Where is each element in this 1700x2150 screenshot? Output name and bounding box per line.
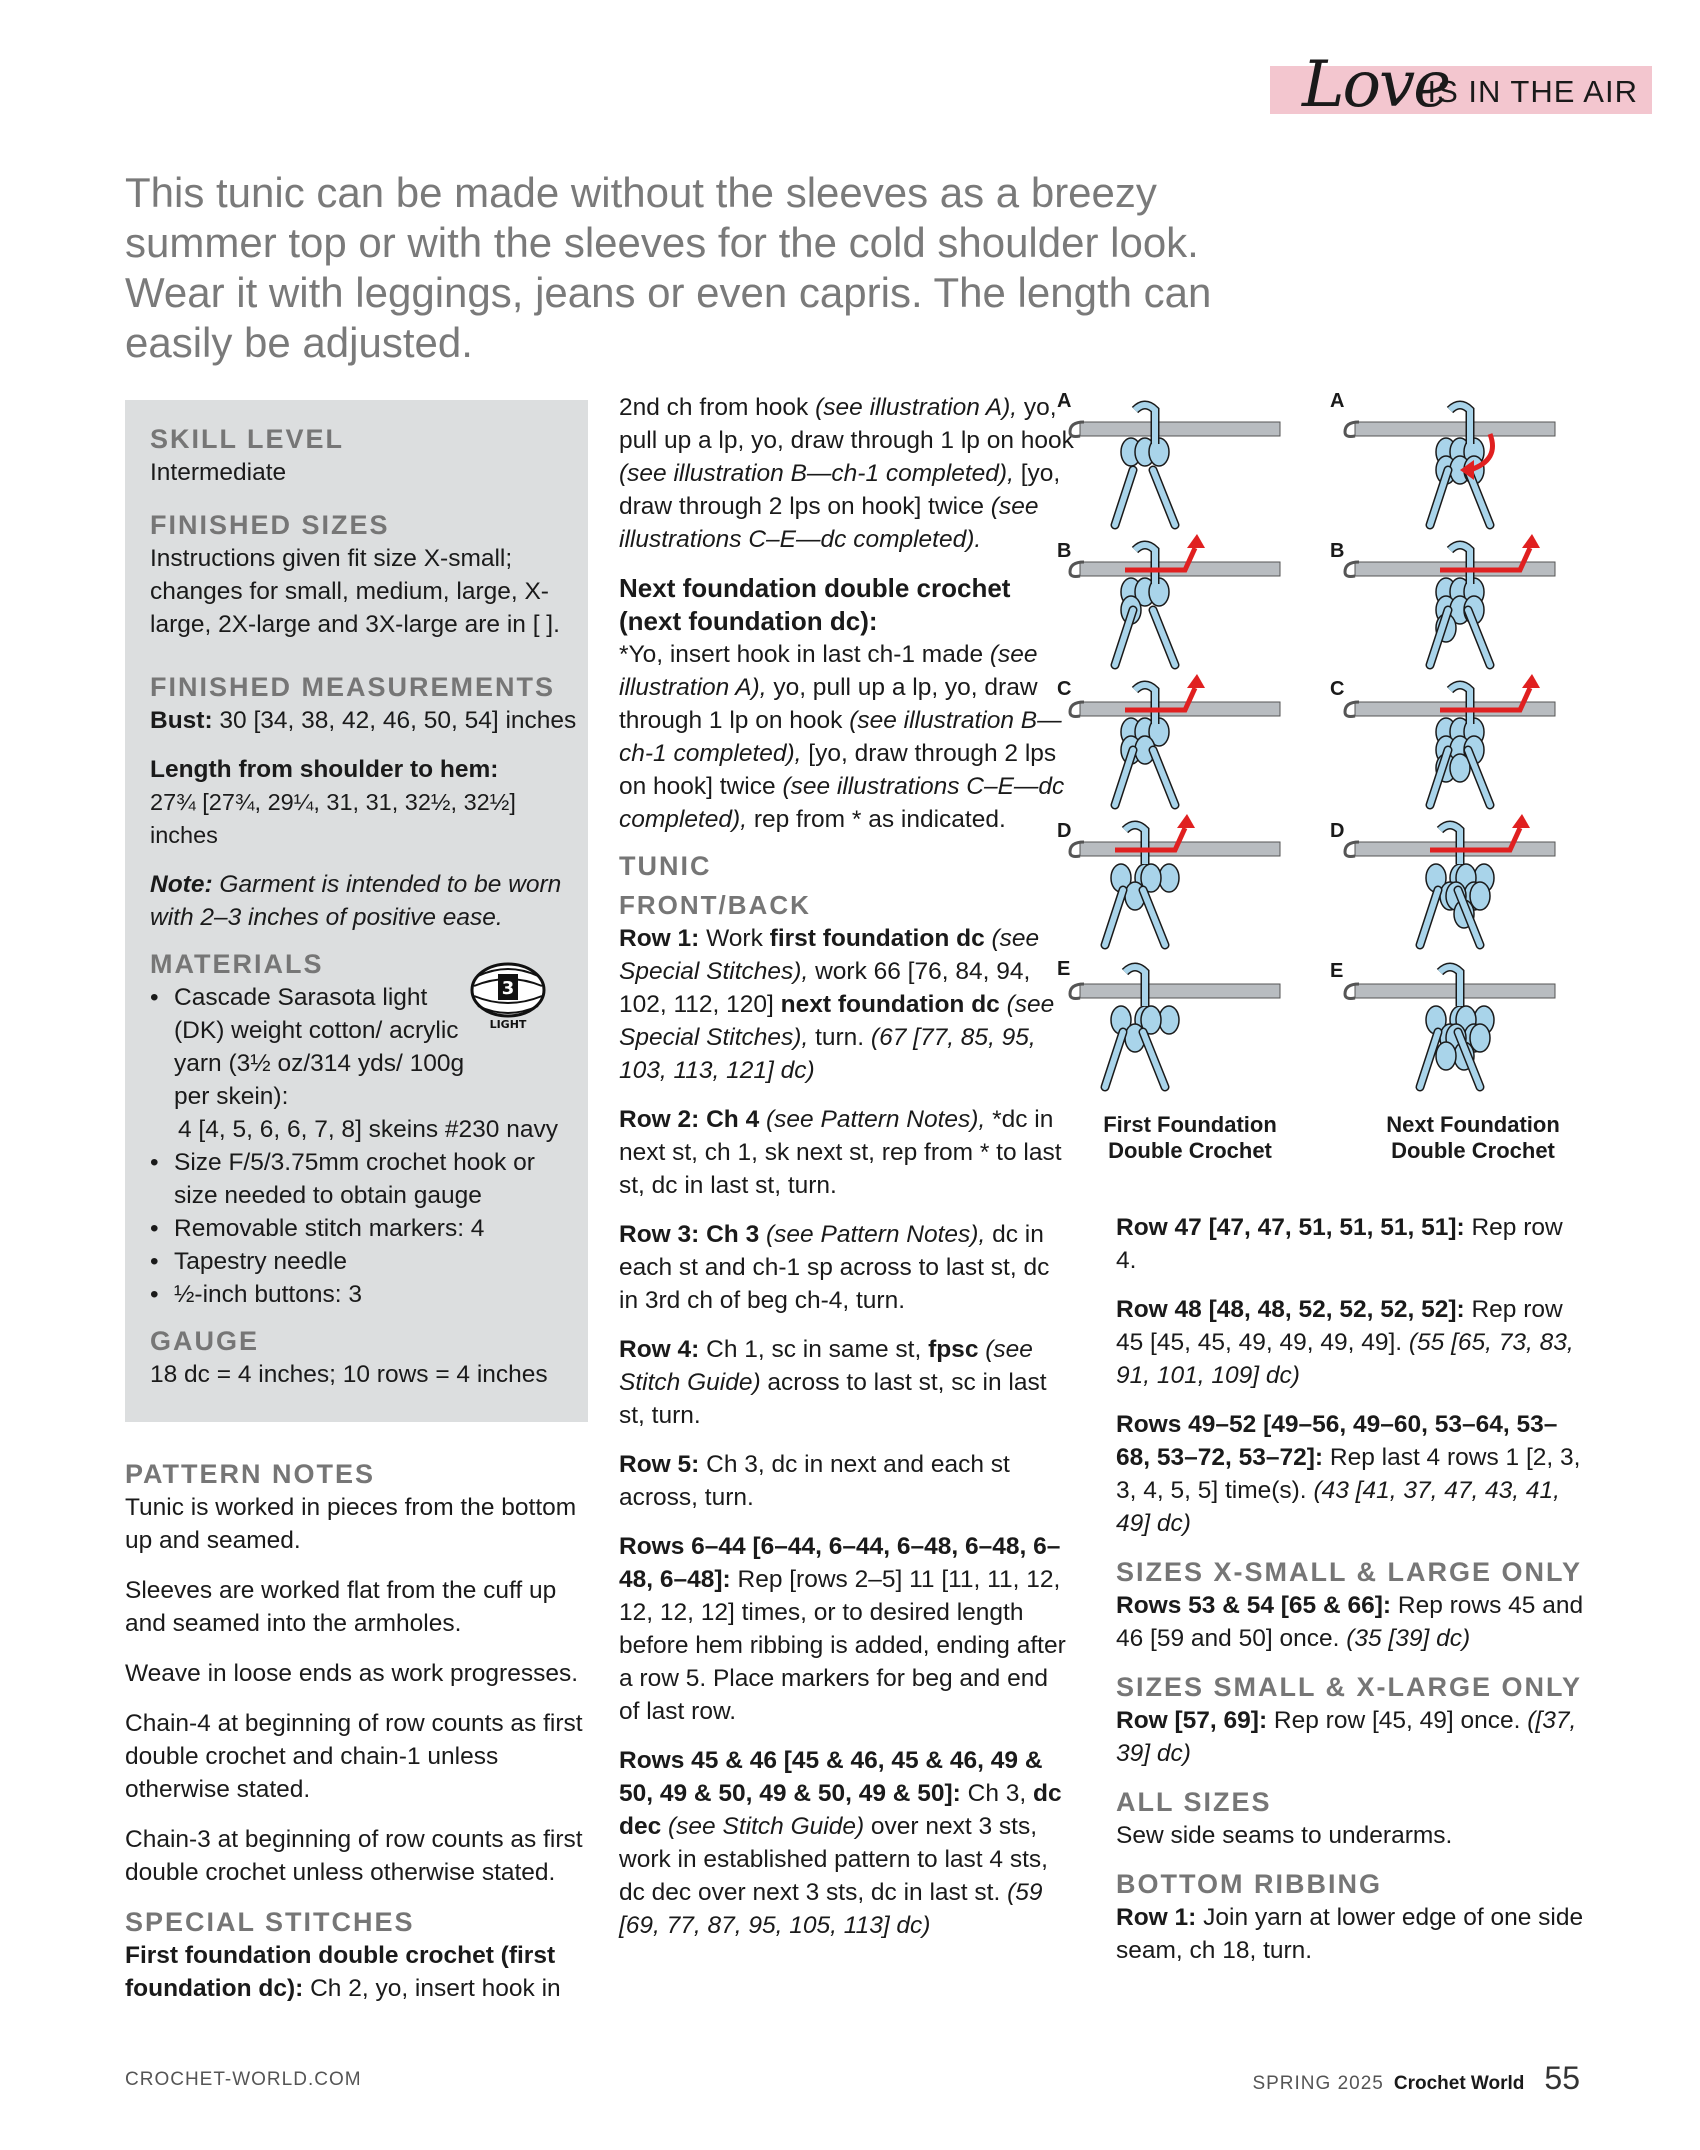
special-stitch-text: First foundation double crochet (first foundation dc): Ch 2, yo, insert hook in [125,1942,561,2002]
note-item: Sleeves are worked flat from the cuff up and seamed into the armholes. [125,1577,557,1637]
instructions-middle [619,391,1074,1942]
illustration-next-e [1345,967,1555,1087]
bottom-ribbing-heading: BOTTOM RIBBING [1116,1869,1382,1899]
arrow-head [1522,534,1540,548]
footer-magazine: Crochet World [1393,2073,1525,2094]
illustration-first-d [1070,814,1280,945]
finished-sizes-text: Instructions given fit size X-small; changes for small, medium, large, X-large, 2X-large and 3X-large are in [ ]. [150,545,560,638]
front-back-heading: FRONT/BACK [619,890,811,920]
special-stitches-heading: SPECIAL STITCHES [125,1907,415,1937]
hook-shaft [1080,422,1280,436]
arrow-head [1522,674,1540,688]
row-2: Row 2: Ch 4 (see Pattern Notes), *dc in next st, ch 1, sk next st, rep from * to last st, dc in last st, turn. [619,1106,1062,1199]
arrow-head [1512,814,1530,828]
yarn-loop [1159,864,1179,892]
instructions-right [1116,1211,1586,1967]
note-label: Note: [150,871,213,898]
yarn-weight-number: 3 [501,978,515,999]
list-item: • Removable stitch markers: 4 [150,1212,580,1245]
badge-text: IS IN THE AIR [1427,74,1638,109]
note-line [150,868,570,934]
pattern-notes [125,1458,595,2005]
all-sizes-text: Sew side seams to underarms. [1116,1822,1453,1849]
illustration-label-a: A [1057,390,1072,412]
illustration-drawings [1040,380,1600,1100]
bust-line [150,704,580,737]
row-1: Row 1: Work first foundation dc (see Special Stitches), work 66 [76, 84, 94, 102, 112, 120] next foundation dc (see Special Stitches), turn. (67 [77, 85, 95, 103, 113, 121] dc) [619,925,1055,1084]
next-foundation-label: Next foundation double crochet (next foundation dc): [619,573,1011,636]
yarn-loop [1436,1042,1456,1070]
length-value: 27¾ [27¾, 29¼, 31, 31, 32½, 32½] inches [150,789,516,848]
yarn-tail [1153,750,1175,805]
footer-season: SPRING 2025 [1252,2073,1384,2094]
sizes-xs-large-heading: SIZES X-SMALL & LARGE ONLY [1116,1557,1583,1587]
next-foundation-text: *Yo, insert hook in last ch-1 made (see illustration A), yo, pull up a lp, yo, draw through 1 lp on hook (see illustration B—ch-1 completed), [yo, draw through 2 lps on hook] twice (see illustrations C–E—dc completed), rep from * as indicated. [619,641,1065,833]
materials-heading: MATERIALS [150,949,324,979]
yarn-weight-icon [468,962,548,1032]
illustration-first-a [1070,405,1280,525]
section-badge [1270,48,1652,122]
intro-paragraph: This tunic can be made without the sleeves as a breezy summer top or with the sleeves for the cold shoulder look. Wear it with leggings, jeans or even capris. The length can easily be adjusted. [125,169,1212,366]
badge-love-script: Love [1302,48,1450,122]
arrow-head [1187,534,1205,548]
row-48: Row 48 [48, 48, 52, 52, 52, 52]: Rep row 45 [45, 45, 49, 49, 49, 49]. (55 [65, 73, 83, 91, 101, 109] dc) [1116,1296,1574,1389]
illustration-next-c [1345,674,1555,805]
row-57-69: Row [57, 69]: Rep row [45, 49] once. ([37, 39] dc) [1116,1707,1577,1767]
illustration-label-d: D [1057,820,1072,842]
note-item: Chain-3 at beginning of row counts as first double crochet unless otherwise stated. [125,1826,583,1886]
yarn-tail [1153,610,1175,665]
rows-45-46: Rows 45 & 46 [45 & 46, 45 & 46, 49 & 50, 49 & 50, 49 & 50, 49 & 50]: Ch 3, dc dec (see Stitch Guide) over next 3 sts, work in established pattern to last 4 sts, dc dec over next 3 sts, dc in last st. (59 [69, 77, 87, 95, 105, 113] dc) [619,1747,1062,1939]
illustration-label-e: E [1330,960,1344,982]
info-box-content [150,423,580,1391]
yarn-tail [1115,470,1133,525]
skill-level-value: Intermediate [150,459,287,486]
finished-measurements-heading: FINISHED MEASUREMENTS [150,672,556,702]
note-item: Weave in loose ends as work progresses. [125,1660,579,1687]
yarn-loop [1470,882,1490,910]
yarn-tail [1105,1032,1123,1087]
note-text: Garment is intended to be worn with 2–3 inches of positive ease. [150,871,562,931]
row-5: Row 5: Ch 3, dc in next and each st across, turn. [619,1451,1010,1511]
rows-49-52: Rows 49–52 [49–56, 49–60, 53–64, 53–68, 53–72, 53–72]: Rep last 4 rows 1 [2, 3, 3, 4, 5, 5] time(s). (43 [41, 37, 47, 43, 41, 49] dc) [1116,1411,1581,1537]
yarn-tail [1420,1032,1438,1087]
rows-53-54: Rows 53 & 54 [65 & 66]: Rep rows 45 and 46 [59 and 50] once. (35 [39] dc) [1116,1592,1584,1652]
illustration-label-c: C [1330,678,1345,700]
yarn-tail [1105,890,1123,945]
yarn-tail [1420,890,1438,945]
yarn-loop [1470,1024,1490,1052]
ribbing-row-1: Row 1: Join yarn at lower edge of one side seam, ch 18, turn. [1116,1904,1584,1964]
right-caption: Next Foundation Double Crochet [1386,1112,1560,1163]
hook-shaft [1080,984,1280,998]
gauge-text: 18 dc = 4 inches; 10 rows = 4 inches [150,1361,548,1388]
illustration-next-d [1345,814,1555,945]
illustration-label-b: B [1057,540,1072,562]
illustration-first-b [1070,534,1280,665]
bust-label: Bust: [150,707,213,734]
row-3: Row 3: Ch 3 (see Pattern Notes), dc in each st and ch-1 sp across to last st, dc in 3rd ch of beg ch-4, turn. [619,1221,1050,1314]
bust-value: 30 [34, 38, 42, 46, 50, 54] inches [212,707,577,734]
illustration-label-e: E [1057,958,1071,980]
illustration-first-e [1070,967,1280,1087]
arrow-head [1187,674,1205,688]
left-caption: First Foundation Double Crochet [1103,1112,1277,1163]
illustration-label-d: D [1330,820,1345,842]
gauge-heading: GAUGE [150,1326,260,1356]
foundation-dc-illustration [1040,380,1600,1170]
page-number: 55 [1544,2060,1580,2096]
all-sizes-heading: ALL SIZES [1116,1787,1272,1817]
illustration-label-a: A [1330,390,1345,412]
arrow-head [1177,814,1195,828]
yarn-weight-label: LIGHT [489,1018,527,1031]
hook-shaft [1355,984,1555,998]
note-item: Tunic is worked in pieces from the bottom up and seamed. [125,1494,577,1554]
length-label: Length from shoulder to hem: [150,756,499,783]
finished-sizes-heading: FINISHED SIZES [150,510,390,540]
tunic-heading: TUNIC [619,851,712,881]
list-item: • ½-inch buttons: 3 [150,1278,580,1311]
first-foundation-continued: 2nd ch from hook (see illustration A), yo, pull up a lp, yo, draw through 1 lp on hook (see illustration B—ch-1 completed), [yo, draw through 2 lps on hook] twice (see illustrations C–E—dc completed). [619,394,1074,553]
list-item: • Size F/5/3.75mm crochet hook or size needed to obtain gauge [150,1146,580,1212]
row-47: Row 47 [47, 47, 51, 51, 51, 51]: Rep row 4. [1116,1214,1563,1274]
footer-website: CROCHET-WORLD.COM [125,2069,362,2090]
sizes-small-xl-heading: SIZES SMALL & X-LARGE ONLY [1116,1672,1583,1702]
yarn-tail [1153,470,1175,525]
yarn-tail [1143,1032,1165,1087]
illustration-label-c: C [1057,678,1072,700]
row-4: Row 4: Ch 1, sc in same st, fpsc (see Stitch Guide) across to last st, sc in last st, turn. [619,1336,1047,1429]
illustration-next-a [1345,405,1555,525]
list-item: • Cascade Sarasota light (DK) weight cotton/ acrylic yarn (3½ oz/314 yds/ 100g per skein): 4 [4, 5, 6, 6, 7, 8] skeins #230 navy [150,981,474,1146]
illustration-first-c [1070,674,1280,805]
illustration-next-b [1345,534,1555,665]
footer-issue [1252,2060,1580,2097]
yarn-tail [1143,890,1165,945]
hook-shaft [1355,422,1555,436]
skeins-line: 4 [4, 5, 6, 6, 7, 8] skeins #230 navy [178,1116,558,1143]
illustration-label-b: B [1330,540,1345,562]
pattern-notes-heading: PATTERN NOTES [125,1459,376,1489]
yarn-loop [1159,1006,1179,1034]
note-item: Chain-4 at beginning of row counts as first double crochet and chain-1 unless otherwise stated. [125,1710,583,1803]
rows-6-44: Rows 6–44 [6–44, 6–44, 6–48, 6–48, 6–48, 6–48]: Rep [rows 2–5] 11 [11, 11, 12, 12, 12, 12] times, or to desired length before hem ribbing is added, ending after a row 5. Place markers for beg and end of last row. [619,1533,1066,1725]
list-item: • Tapestry needle [150,1245,580,1278]
skill-level-heading: SKILL LEVEL [150,424,345,454]
